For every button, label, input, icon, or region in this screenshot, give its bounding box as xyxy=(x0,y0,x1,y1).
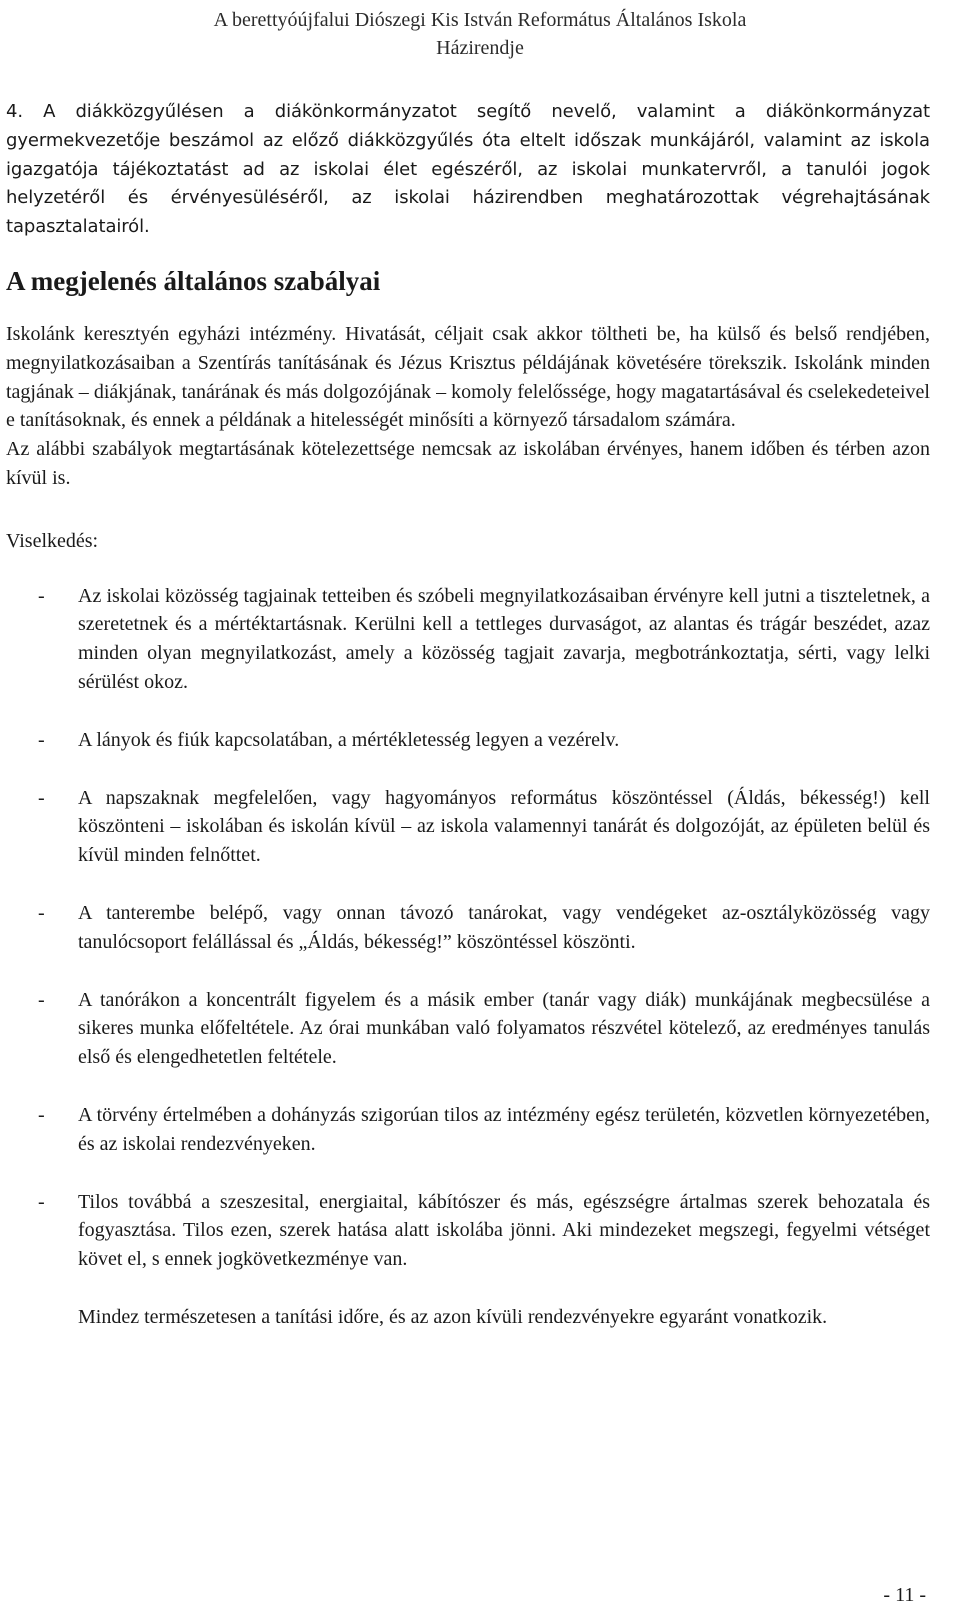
dash-marker: - xyxy=(38,786,45,809)
dash-marker: - xyxy=(38,988,45,1011)
dash-marker: - xyxy=(38,728,45,751)
rule-text: A törvény értelmében a dohányzás szigorúan tilos az intézmény egész területén, közvetlen környezetében, és az iskolai rendezvényeken. xyxy=(78,1103,930,1155)
intro-paragraph-1: Iskolánk keresztyén egyházi intézmény. Hivatását, céljait csak akkor töltheti be, ha külső és belső rendjében, megnyilatkozásaiban a Szentírás tanításának és Jézus Krisztus példájának követésére törekszik. Iskolánk minden tagjának – diákjának, tanárának és más dolgozójának – komoly felelőssége, hogy magatartásával és cselekedeteivel e tanításoknak, és ennek a példának a hitelességét minősíti a környező társadalom számára. xyxy=(6,322,930,432)
dash-marker: - xyxy=(38,1190,45,1213)
rule-text: Tilos továbbá a szeszesital, energiaital, kábítószer és más, egészségre ártalmas szerek behozatala és fogyasztása. Tilos ezen, szerek hatása alatt iskolába jönni. Aki mindezeket megszegi, fegyelmi vétséget követ el, s ennek jogkövetkezménye van. xyxy=(78,1190,930,1271)
dash-marker: - xyxy=(38,584,45,607)
rule-text: A napszaknak megfelelően, vagy hagyományos református köszöntéssel (Áldás, békesség!) kell köszönteni – iskolában és iskolán kívül – az iskola valamennyi tanárát és dolgozóját, az épületen belül és kívül minden felnőttet. xyxy=(78,786,930,867)
page-header xyxy=(0,6,960,62)
page-number: - 11 - xyxy=(883,1584,926,1606)
section-heading: A megjelenés általános szabályai xyxy=(6,265,381,296)
rule-text: A lányok és fiúk kapcsolatában, a mértékletesség legyen a vezérelv. xyxy=(78,728,620,751)
dash-marker: - xyxy=(38,901,45,924)
rule-item xyxy=(6,726,930,755)
document-body xyxy=(6,98,930,1332)
behavior-rules-list xyxy=(6,582,930,1274)
dash-marker: - xyxy=(38,1103,45,1126)
document-title: Házirendje xyxy=(436,37,524,59)
rule-item xyxy=(6,899,930,957)
rule-item xyxy=(6,784,930,870)
school-name: A berettyóújfalui Diószegi Kis István Református Általános Iskola xyxy=(213,9,747,31)
rule-text: A tanterembe belépő, vagy onnan távozó tanárokat, vagy vendégeket az-osztályközösség vagy tanulócsoport felállással és „Áldás, békesség!” köszöntéssel köszönti. xyxy=(78,901,930,953)
rule-item xyxy=(6,582,930,697)
intro-paragraph-2: Az alábbi szabályok megtartásának kötelezettsége nemcsak az iskolában érvényes, hanem időben és térben azon kívül is. xyxy=(6,438,930,489)
rule-text: Az iskolai közösség tagjainak tetteiben és szóbeli megnyilatkozásaiban érvényre kell jutni a tiszteletnek, a szeretetnek és a mértéktartásnak. Kerülni kell a tettleges durvaságot, az alantas és trágár beszédet, azaz minden olyan megnyilatkozást, amely a közösség tagjait zavarja, megbotránkoztatja, sérti, vagy lelki sérülést okoz. xyxy=(78,584,930,693)
rule-item xyxy=(6,1101,930,1159)
rule-text: A tanórákon a koncentrált figyelem és a másik ember (tanár vagy diák) munkájának megbecsülése a sikeres munka előfeltétele. Az órai munkában való folyamatos részvétel kötelező, az eredményes tanulás első és elengedhetetlen feltétele. xyxy=(78,988,930,1069)
paragraph-4: 4. A diákközgyűlésen a diákönkormányzatot segítő nevelő, valamint a diákönkormányzat gyermekvezetője beszámol az előző diákközgyűlés óta eltelt időszak munkájáról, valamint az iskola igazgatója tájékoztatást ad az iskolai élet egészéről, az iskolai munkatervről, a tanulói jogok helyzetéről és érvényesüléséről, az iskolai házirendben meghatározottak végrehajtásának tapasztalatairól. xyxy=(6,101,930,238)
closing-paragraph: Mindez természetesen a tanítási időre, és az azon kívüli rendezvényekre egyaránt vonatkozik. xyxy=(78,1305,828,1328)
behavior-subheading: Viselkedés: xyxy=(6,529,99,552)
rule-item xyxy=(6,1188,930,1274)
rule-item xyxy=(6,986,930,1072)
